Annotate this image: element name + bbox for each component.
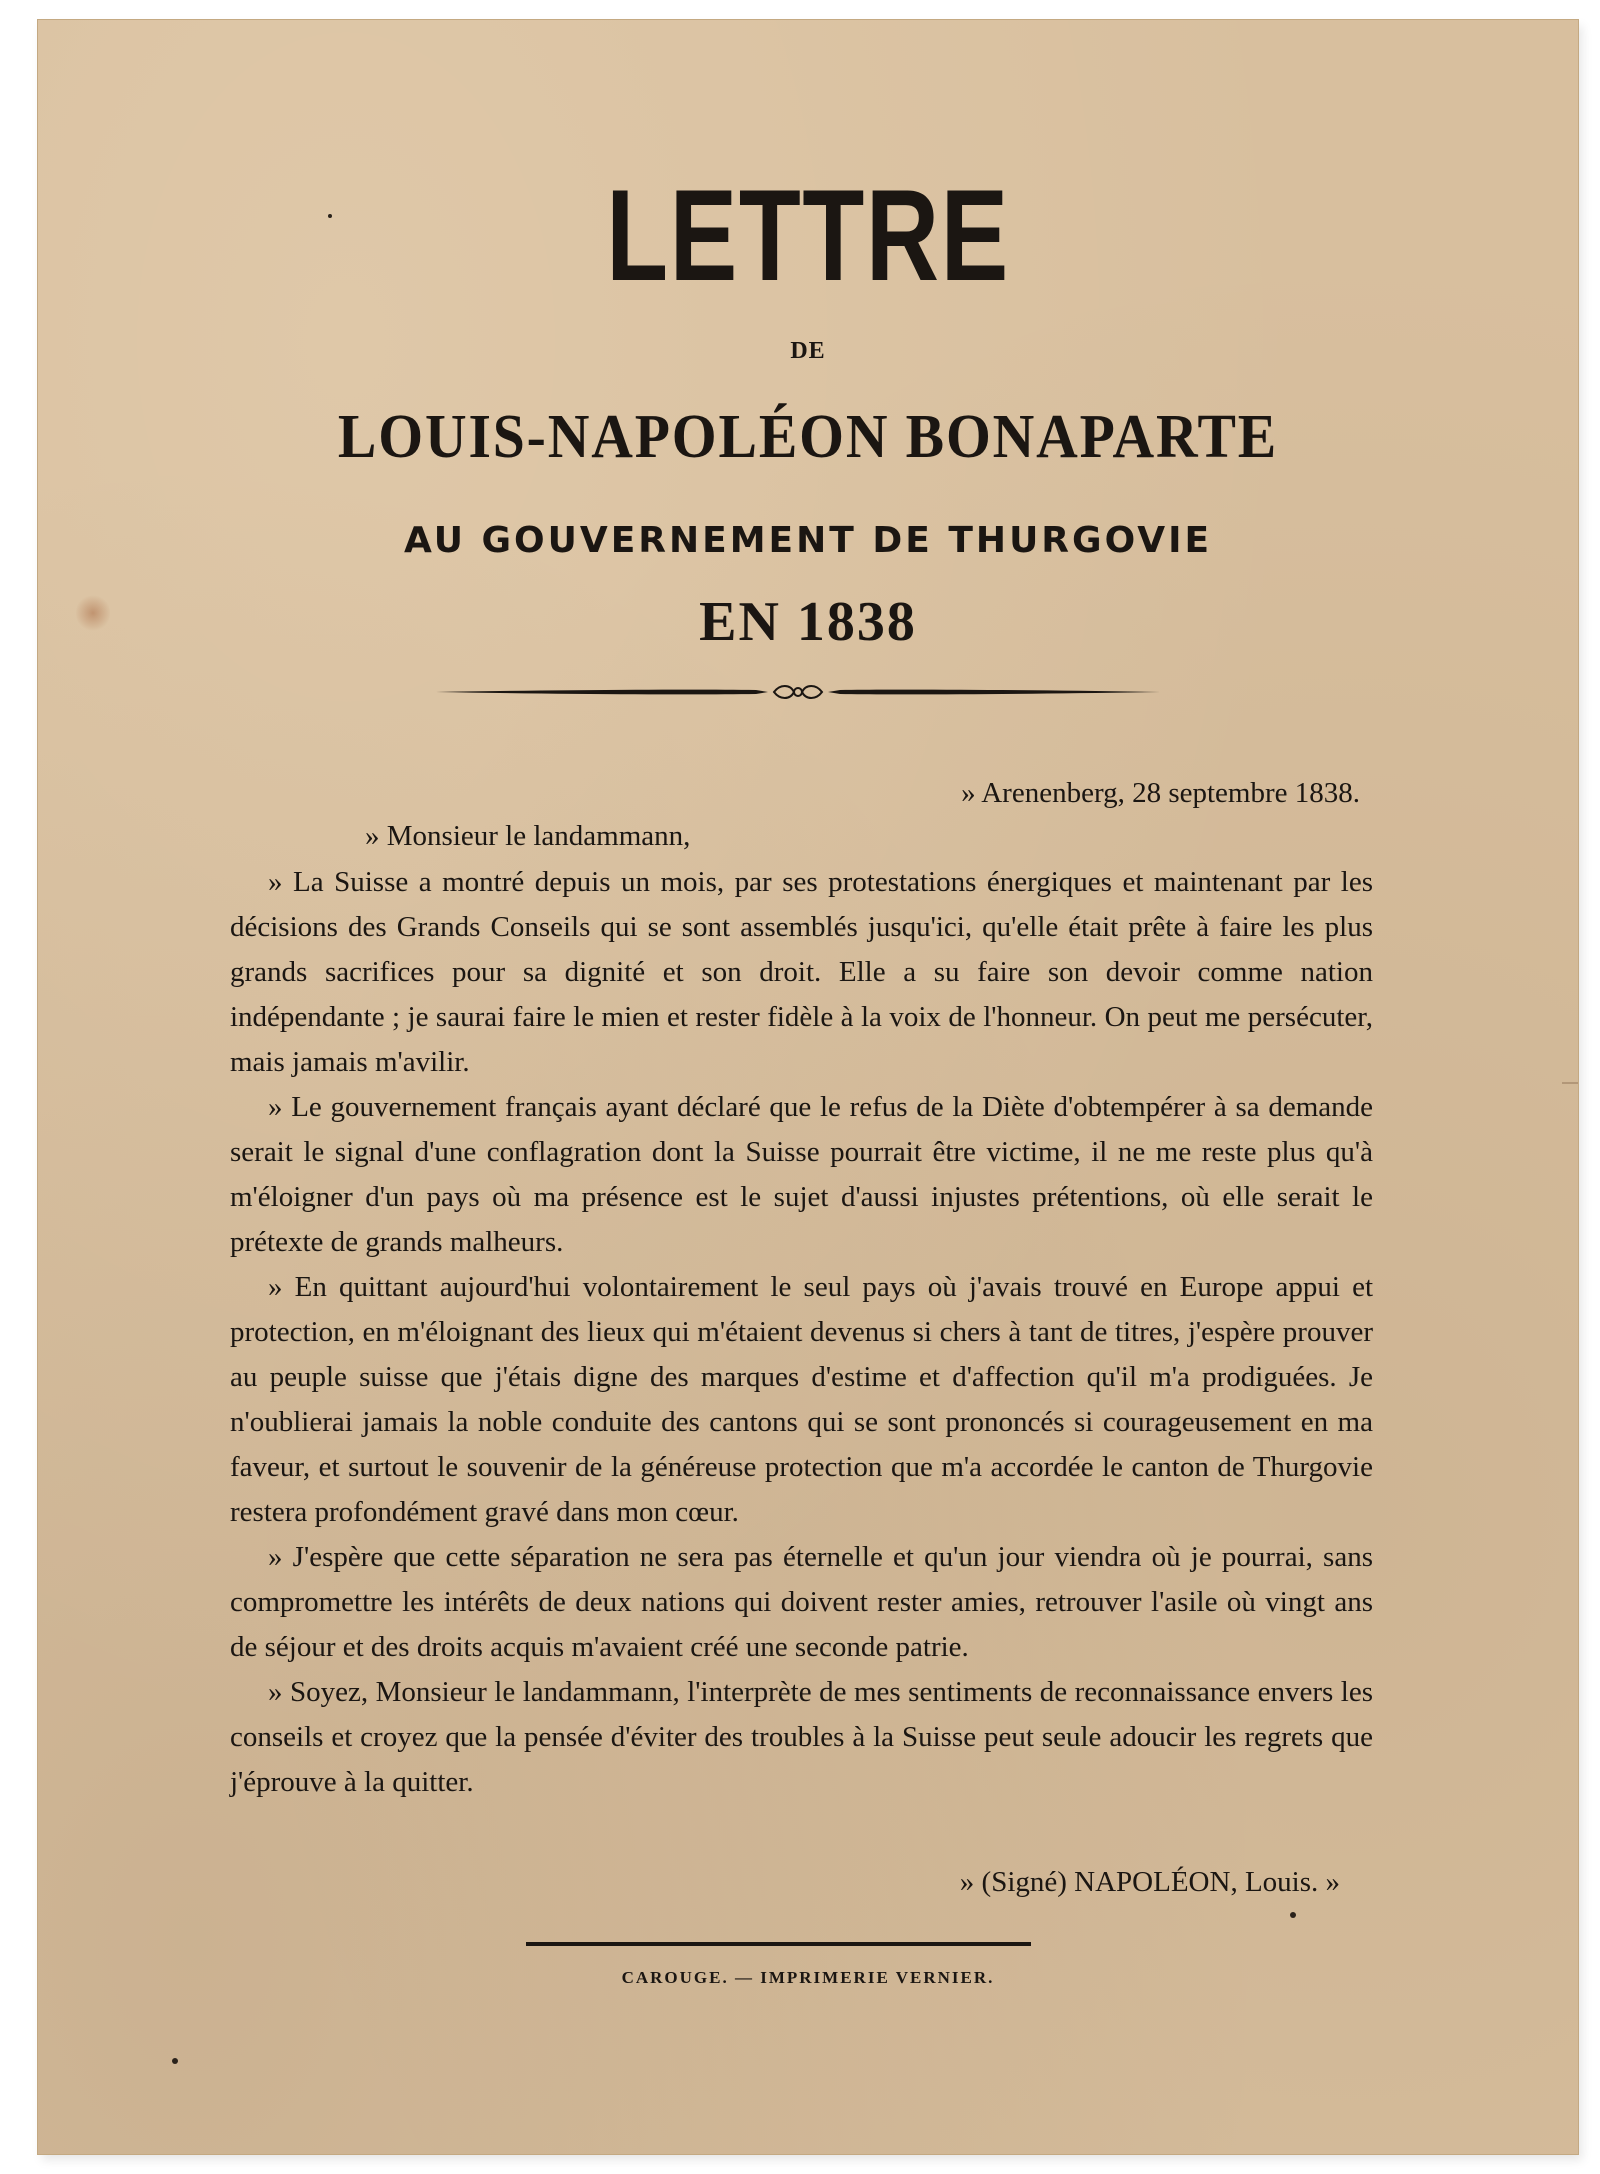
title-preposition: DE <box>790 338 826 364</box>
letter-paragraph-5: » Soyez, Monsieur le landammann, l'interprète de mes sentiments de reconnaissance envers les conseils et croyez que la pensée d'éviter des troubles à la Suisse peut seule adoucir les regrets que j'éprouve à la quitter. <box>230 1676 1373 1798</box>
letter-signature: » (Signé) NAPOLÉON, Louis. » <box>959 1866 1340 1898</box>
ink-speck <box>328 214 332 218</box>
ornamental-divider <box>436 680 1160 704</box>
letter-paragraph-4: » J'espère que cette séparation ne sera pas éternelle et qu'un jour viendra où je pourrai, sans compromettre les intérêts de deux nations qui doivent rester amies, retrouver l'asile où vingt ans de séjour et des droits acquis m'avaient créé une seconde patrie. <box>230 1541 1373 1663</box>
fold-crease <box>1562 1082 1578 1084</box>
ink-speck <box>1290 1912 1296 1918</box>
letter-body <box>230 860 1373 1805</box>
year-heading: EN 1838 <box>699 591 917 653</box>
letter-dateline: » Arenenberg, 28 septembre 1838. <box>961 777 1360 809</box>
broadside-sheet <box>38 20 1578 2154</box>
letter-paragraph-3: » En quittant aujourd'hui volontairement le seul pays où j'avais trouvé en Europe appui et protection, en m'éloignant des lieux qui m'étaient devenus si chers à tant de titres, j'espère prouver au peuple suisse que j'étais digne des marques d'estime et d'affection qu'il m'a prodiguées. Je n'oublierai jamais la noble conduite des cantons qui se sont prononcés si courageusement en ma faveur, et surtout le souvenir de la généreuse protection que m'a accordée le canton de Thurgovie restera profondément gravé dans mon cœur. <box>230 1271 1373 1528</box>
footer-rule <box>526 1942 1031 1946</box>
printer-imprint: CAROUGE. — IMPRIMERIE VERNIER. <box>621 1968 995 1987</box>
recipient-heading: AU GOUVERNEMENT DE THURGOVIE <box>403 520 1213 561</box>
letter-paragraph-2: » Le gouvernement français ayant déclaré que le refus de la Diète d'obtempérer à sa demande serait le signal d'une conflagration dont la Suisse pourrait être victime, il ne me reste plus qu'à m'éloigner d'un pays où ma présence est le sujet d'aussi injustes prétentions, où elle serait le prétexte de grands malheurs. <box>230 1091 1373 1258</box>
letter-paragraph-1: » La Suisse a montré depuis un mois, par ses protestations énergiques et maintenant par les décisions des Grands Conseils qui se sont assemblés jusqu'ici, qu'elle était prête à faire les plus grands sacrifices pour sa dignité et son droit. Elle a su faire son devoir comme nation indépendante ; je saurai faire le mien et rester fidèle à la voix de l'honneur. On peut me persécuter, mais jamais m'avilir. <box>230 866 1373 1078</box>
letter-salutation: » Monsieur le landammann, <box>365 820 691 852</box>
author-name: LOUIS-NAPOLÉON BONAPARTE <box>337 403 1279 471</box>
ink-speck <box>172 2058 178 2064</box>
document-title: LETTRE <box>606 162 1010 308</box>
